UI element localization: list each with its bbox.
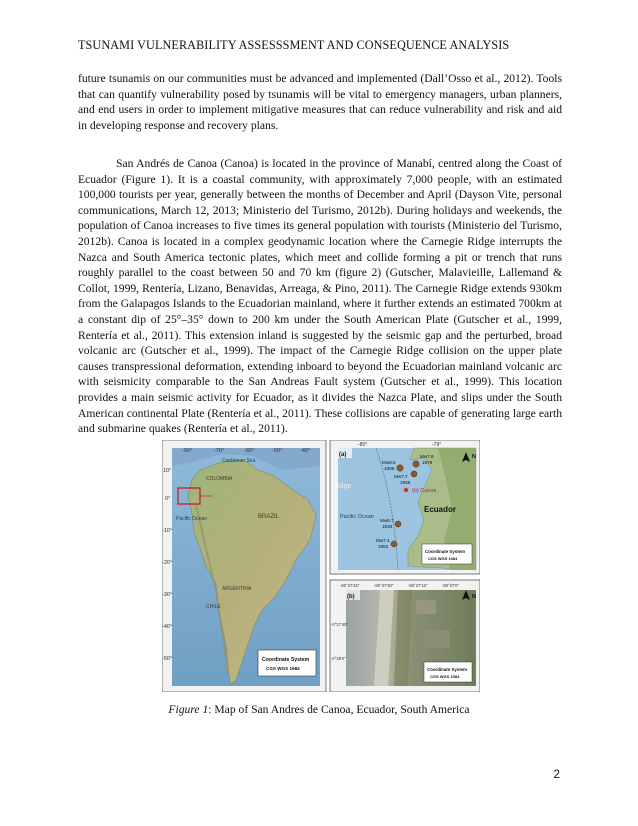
legend-b-line-2: CGS WGS 1984 [430, 674, 460, 679]
label-caribbean: Caribbean Sea [222, 458, 256, 464]
legend-line-1: Coordinate System [262, 657, 310, 663]
quake-marker [395, 521, 401, 527]
lon-tick: -70° [214, 448, 225, 454]
caption-label: Figure 1 [168, 703, 209, 716]
lat-tick: -40° [162, 624, 173, 630]
quake-year: 1953 [378, 544, 389, 549]
legend-box-b [424, 662, 472, 682]
lat-tick: -30° [162, 592, 173, 598]
quake-marker [411, 471, 417, 477]
label-colombia: COLOMBIA [206, 476, 233, 482]
legend-b-line-1: Coordinate System [427, 667, 468, 672]
paragraph-1: future tsunamis on our communities must be advanced and implemented (Dall’Osso et al., 2012). Tools that can quantify vulnerability posed by tsunamis will be vital to emergency managers, urban planners, and end users in order to implement mitigative measures that can reduce vulnerability and risk and aid in developing response and recovery plans. [78, 72, 562, 132]
paragraph-2: San Andrés de Canoa (Canoa) is located in the province of Manabí, centred along the Coast of Ecuador (Figure 1). It is a coastal community, with approximately 7,000 people, with an estimated 100,000 tourists per year, generally between the months of December and April (Dayson Vite, personal communications, March 12, 2013; Ministerio del Turismo, 2012b). During holidays and weekends, the population of Canoa increases to five times its general population with tourists (Ministerio del Turismo, 2012b). Canoa is located in a complex geodynamic location where the Carnegie Ridge interrupts the Nazca and South America tectonic plates, which meet and collide forming a pit or trench that runs roughly parallel to the coast between 50 and 70 km (figure 2) (Gutscher, Malavieille, Lallemand & Collot, 1999, Rentería, Lizano, Benavidas, Arreaga, & Pino, 2011). The Carnegie Ridge extends 930km from the Galapagos Islands to the Ecuadorian mainland, where it further extends an estimated 700km at a constant dip of 25°–35° down to 200 km under the South American Plate (Gutscher et al., 1999, Rentería et al., 2011). This extension inland is suggested by the seismic gap and the perturbed, broad volcanic arc (Gutscher et al., 1999). The impact of the Carnegie Ridge collision on the upper plate causes transpressional deformation, extending inboard to beyond the Ecuadorian mainland volcanic arc with seismicity comparable to the San Andreas Fault system (Gutscher et al., 1999). This location provides a main seismic activity for Ecuador, as it divides the Nazca Plate, and slips under the South American continental Plate (Rentería et al., 2011). These collisions are capable of generating large earth and submarine quakes (Rentería et al., 2011). [78, 157, 562, 436]
lat-tick-b: -0°28'0" [331, 656, 346, 661]
page-number: 2 [553, 768, 560, 781]
legend-box-a [422, 544, 472, 564]
lon-tick: -50° [272, 448, 283, 454]
lat-tick: -50° [162, 656, 173, 662]
lat-tick: -20° [162, 560, 173, 566]
label-pacific: Pacific Ocean [176, 516, 207, 522]
canoa-satellite-map-b [330, 580, 480, 692]
quake-marker [413, 461, 419, 467]
panel-label-b: (b) [347, 594, 355, 600]
figure-1-map [162, 440, 480, 692]
label-chile: CHILE [206, 604, 221, 610]
lon-tick: -40° [300, 448, 311, 454]
quake-year: 1958 [400, 480, 411, 485]
lon-tick-b: -80°27'30" [374, 583, 394, 588]
lon-tick: -60° [244, 448, 255, 454]
label-pacific-a: Pacific Ocean [340, 514, 374, 520]
lon-tick-b: -80°27'0" [442, 583, 459, 588]
label-canoa: (b) Canoa [412, 488, 437, 494]
quake-mag: Mw7.8 [420, 454, 434, 459]
quake-year: 1933 [382, 524, 393, 529]
quake-mag: Mw8.6 [382, 460, 396, 465]
quake-mag: Mw6.7 [380, 518, 394, 523]
lat-tick: 10° [163, 468, 172, 474]
quake-mag: Mw7.7 [394, 474, 408, 479]
legend-line-2: CGS WGS 1984 [266, 666, 300, 671]
panel-label-a: (a) [339, 452, 347, 458]
north-label: N [472, 454, 476, 460]
lon-tick-b: -80°27'15" [408, 583, 428, 588]
lat-tick: -10° [162, 528, 173, 534]
lat-tick: 0° [165, 496, 171, 502]
quake-marker [397, 465, 403, 471]
north-label-b: N [472, 594, 476, 600]
quake-mag: Mw7.4 [376, 538, 390, 543]
canoa-marker [404, 488, 408, 492]
lon-tick-a: -79° [432, 442, 442, 448]
label-ridge: idge [338, 483, 352, 490]
legend-a-line-1: Coordinate System [425, 549, 466, 554]
running-header: TSUNAMI VULNERABILITY ASSESSSMENT AND CONSEQUENCE ANALYSIS [78, 38, 510, 52]
lat-tick-b: -0°27'45" [331, 622, 348, 627]
lon-tick-b: -80°27'45" [340, 583, 360, 588]
quake-marker [391, 541, 397, 547]
south-america-map [162, 440, 326, 692]
caption-text: : Map of San Andres de Canoa, Ecuador, South America [208, 703, 470, 716]
lon-tick: -90° [182, 448, 193, 454]
legend-a-line-2: CGS WGS 1984 [428, 556, 458, 561]
quake-year: 1906 [384, 466, 395, 471]
ecuador-map-a [330, 440, 480, 574]
figure-caption [0, 703, 638, 716]
lon-tick-a: -80° [358, 442, 368, 448]
label-argentina: ARGENTINA [222, 586, 252, 592]
quake-year: 1979 [422, 460, 433, 465]
label-brazil: BRAZIL [258, 514, 280, 520]
label-ecuador: Ecuador [424, 505, 457, 514]
legend-box [258, 650, 316, 676]
